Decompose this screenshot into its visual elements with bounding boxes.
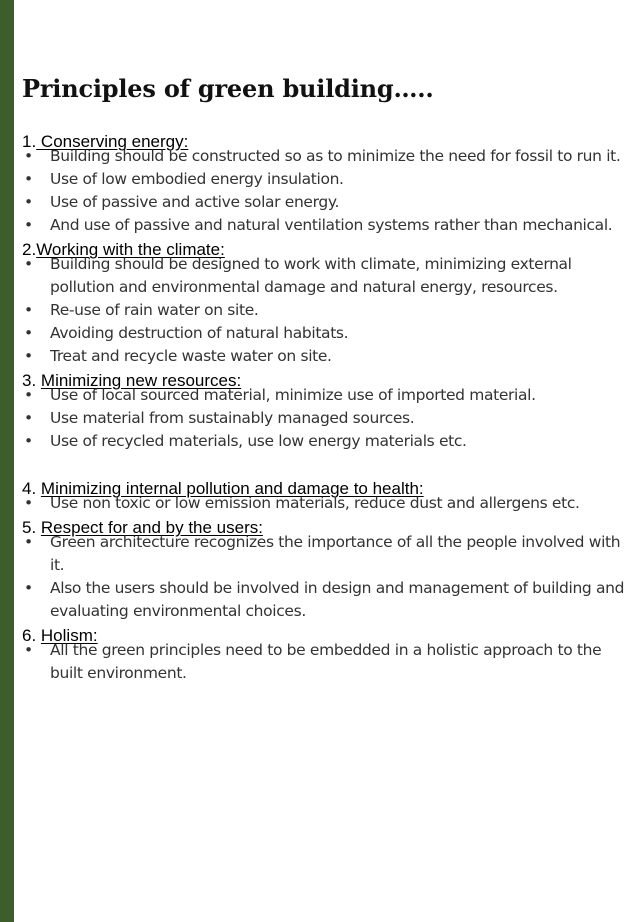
list-item bbox=[22, 384, 634, 407]
bullet-list bbox=[22, 492, 634, 515]
bullet-list bbox=[22, 253, 634, 368]
bullet-icon: • bbox=[24, 432, 33, 450]
principles-list bbox=[22, 132, 634, 685]
list-item bbox=[22, 145, 634, 168]
page-title: Principles of green building….. bbox=[22, 74, 434, 103]
list-item-text: Treat and recycle waste water on site. bbox=[50, 347, 332, 365]
list-item bbox=[22, 531, 634, 577]
section-title: Conserving energy: bbox=[36, 132, 189, 151]
list-item-text: All the green principles need to be embedded in a holistic approach to the built environment. bbox=[50, 641, 602, 682]
list-item-text: Use of local sourced material, minimize use of imported material. bbox=[50, 386, 536, 404]
section-working-with-climate bbox=[22, 240, 634, 368]
section-title: Minimizing new resources: bbox=[40, 371, 242, 390]
list-item-text: Use material from sustainably managed sources. bbox=[50, 409, 415, 427]
section-number: 6. bbox=[22, 626, 41, 645]
left-accent-bar bbox=[0, 0, 14, 922]
section-number: 5. bbox=[22, 518, 41, 537]
bullet-icon: • bbox=[24, 386, 33, 404]
section-respect-for-users bbox=[22, 518, 634, 623]
bullet-list bbox=[22, 384, 634, 453]
list-item-text: Green architecture recognizes the importance of all the people involved with it. bbox=[50, 533, 621, 574]
section-holism bbox=[22, 626, 634, 685]
list-item bbox=[22, 345, 634, 368]
bullet-icon: • bbox=[24, 216, 33, 234]
bullet-list bbox=[22, 639, 634, 685]
bullet-list bbox=[22, 145, 634, 237]
bullet-icon: • bbox=[24, 533, 33, 551]
section-conserving-energy bbox=[22, 132, 634, 237]
list-item bbox=[22, 322, 634, 345]
list-item-text: Also the users should be involved in design and management of building and evaluating environmental choices. bbox=[50, 579, 625, 620]
list-item-text: Use of passive and active solar energy. bbox=[50, 193, 340, 211]
list-item-text: Building should be designed to work with climate, minimizing external pollution and environmental damage and natural energy, resources. bbox=[50, 255, 572, 296]
bullet-icon: • bbox=[24, 255, 33, 273]
list-item bbox=[22, 577, 634, 623]
bullet-icon: • bbox=[24, 579, 33, 597]
list-item bbox=[22, 639, 634, 685]
bullet-icon: • bbox=[24, 324, 33, 342]
list-item-text: Use of low embodied energy insulation. bbox=[50, 170, 344, 188]
list-item bbox=[22, 168, 634, 191]
list-item bbox=[22, 407, 634, 430]
section-minimizing-new-resources bbox=[22, 371, 634, 453]
list-item-text: And use of passive and natural ventilation systems rather than mechanical. bbox=[50, 216, 613, 234]
list-item-text: Use non toxic or low emission materials, reduce dust and allergens etc. bbox=[50, 494, 580, 512]
list-item-text: Building should be constructed so as to minimize the need for fossil to run it. bbox=[50, 147, 621, 165]
bullet-icon: • bbox=[24, 193, 33, 211]
section-number: 4. bbox=[22, 479, 41, 498]
bullet-icon: • bbox=[24, 409, 33, 427]
bullet-icon: • bbox=[24, 170, 33, 188]
bullet-icon: • bbox=[24, 301, 33, 319]
bullet-icon: • bbox=[24, 641, 33, 659]
list-item-text: Use of recycled materials, use low energy materials etc. bbox=[50, 432, 467, 450]
section-title: Minimizing internal pollution and damage to health: bbox=[40, 479, 424, 498]
section-number: 2. bbox=[22, 240, 37, 259]
list-item bbox=[22, 191, 634, 214]
list-item bbox=[22, 299, 634, 322]
bullet-list bbox=[22, 531, 634, 623]
section-minimizing-internal-pollution bbox=[22, 479, 634, 515]
section-title: Respect for and by the users: bbox=[40, 518, 263, 537]
section-title: Holism: bbox=[40, 626, 98, 645]
bullet-icon: • bbox=[24, 147, 33, 165]
list-item bbox=[22, 253, 634, 299]
list-item-text: Re-use of rain water on site. bbox=[50, 301, 259, 319]
bullet-icon: • bbox=[24, 494, 33, 512]
section-number: 3. bbox=[22, 371, 41, 390]
list-item bbox=[22, 214, 634, 237]
bullet-icon: • bbox=[24, 347, 33, 365]
list-item bbox=[22, 430, 634, 453]
section-title: Working with the climate: bbox=[36, 240, 225, 259]
section-number: 1. bbox=[22, 132, 37, 151]
list-item bbox=[22, 492, 634, 515]
list-item-text: Avoiding destruction of natural habitats. bbox=[50, 324, 349, 342]
